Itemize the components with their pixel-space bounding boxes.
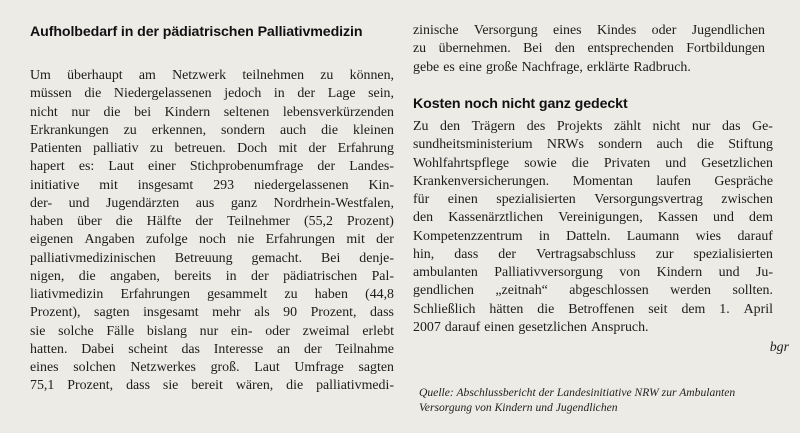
left-body	[30, 67, 394, 396]
text-line: zinische Versorgung eines Kindes oder Jugendlichen	[413, 23, 765, 38]
text-line: Erkrankungen zu erkennen, sondern auch die kleinen	[30, 122, 394, 138]
source-line: Quelle: Abschlussbericht der Landesinitiative NRW zur Ambulanten	[419, 386, 736, 399]
author-signature: bgr	[769, 340, 789, 355]
text-line: Wohlfahrtspflege sowie die Privaten und Gesetzlichen	[413, 155, 773, 171]
text-line: initiative mit insgesamt 293 niedergelassenen Kin-	[30, 177, 394, 193]
source-note	[419, 385, 791, 415]
text-line: haben über die Hälfte der Teilnehmer (55,2 Prozent)	[30, 214, 394, 229]
section-heading-left: Aufholbedarf in der pädiatrischen Palliativmedizin	[30, 24, 363, 40]
text-line: nigen, die angaben, bereits in der pädiatrischen Pal-	[30, 268, 394, 284]
text-line: müssen die Niedergelassenen jedoch in der Lage sein,	[30, 86, 394, 102]
text-line: gendlichen „zeitnah“ abgeschlossen werden sollten.	[413, 283, 773, 299]
right-intro	[413, 22, 765, 77]
text-line: nicht nur die bei Kindern seltenen lebensverkürzenden	[30, 104, 394, 120]
section-heading-right: Kosten noch nicht ganz gedeckt	[413, 96, 628, 112]
text-line: hapert es: Laut einer Stichprobenumfrage der Landes-	[30, 159, 394, 175]
text-line: der- und Jugendärzten aus ganz Nordrhein-Westfalen,	[30, 195, 394, 211]
text-line: Um überhaupt am Netzwerk teilnehmen zu können,	[30, 68, 394, 83]
text-line: 2007 darauf einen gesetzlichen Anspruch.	[413, 319, 649, 335]
text-line: Prozent), sagten insgesamt mehr als 90 Prozent, dass	[30, 305, 394, 321]
text-line: 75,1 Prozent, dass sie bereit wären, die palliativmedi-	[30, 378, 394, 394]
text-line: Kompetenzzentrum in Datteln. Laumann wies darauf	[413, 228, 773, 244]
text-line: liativmedizin Erfahrungen gesammelt zu haben (44,8	[30, 287, 394, 302]
text-line: eigenen Angaben zufolge noch nie Erfahrungen mit der	[30, 232, 394, 248]
right-body	[413, 118, 773, 337]
text-line: Schließlich hätten die Betroffenen seit dem 1. April	[413, 301, 773, 317]
text-line: hin, dass der Vertragsabschluss zur spezialisierten	[413, 246, 773, 262]
text-line: Zu den Trägern des Projekts zählt nicht nur das Ge-	[413, 119, 773, 134]
text-line: gebe es eine große Nachfrage, erklärte Radbruch.	[413, 59, 691, 75]
text-line: Patienten palliativ zu betreuen. Doch mit der Erfahrung	[30, 141, 394, 156]
text-line: Krankenversicherungen. Momentan laufen Gespräche	[413, 173, 773, 189]
text-line: ambulanten Palliativversorgung von Kindern und Ju-	[413, 265, 773, 280]
text-line: sundheitsministerium NRWs sondern auch die Stiftung	[413, 137, 773, 153]
text-line: eines solchen Netzwerkes groß. Laut Umfrage sagten	[30, 360, 394, 375]
text-line: palliativmedizinischen Betreuung gemacht. Bei denje-	[30, 250, 394, 266]
source-line: Versorgung von Kindern und Jugendlichen	[419, 401, 618, 414]
text-line: hatten. Dabei scheint das Interesse an der Teilnahme	[30, 341, 394, 357]
text-line: den Kassenärztlichen Vereinigungen, Kassen und dem	[413, 210, 773, 226]
text-line: zu übernehmen. Bei den entsprechenden Fortbildungen	[413, 41, 765, 57]
text-line: sie solche Fälle bislang nur ein- oder zweimal erlebt	[30, 323, 394, 339]
text-line: für einen spezialisierten Versorgungsvertrag zwischen	[413, 192, 773, 207]
